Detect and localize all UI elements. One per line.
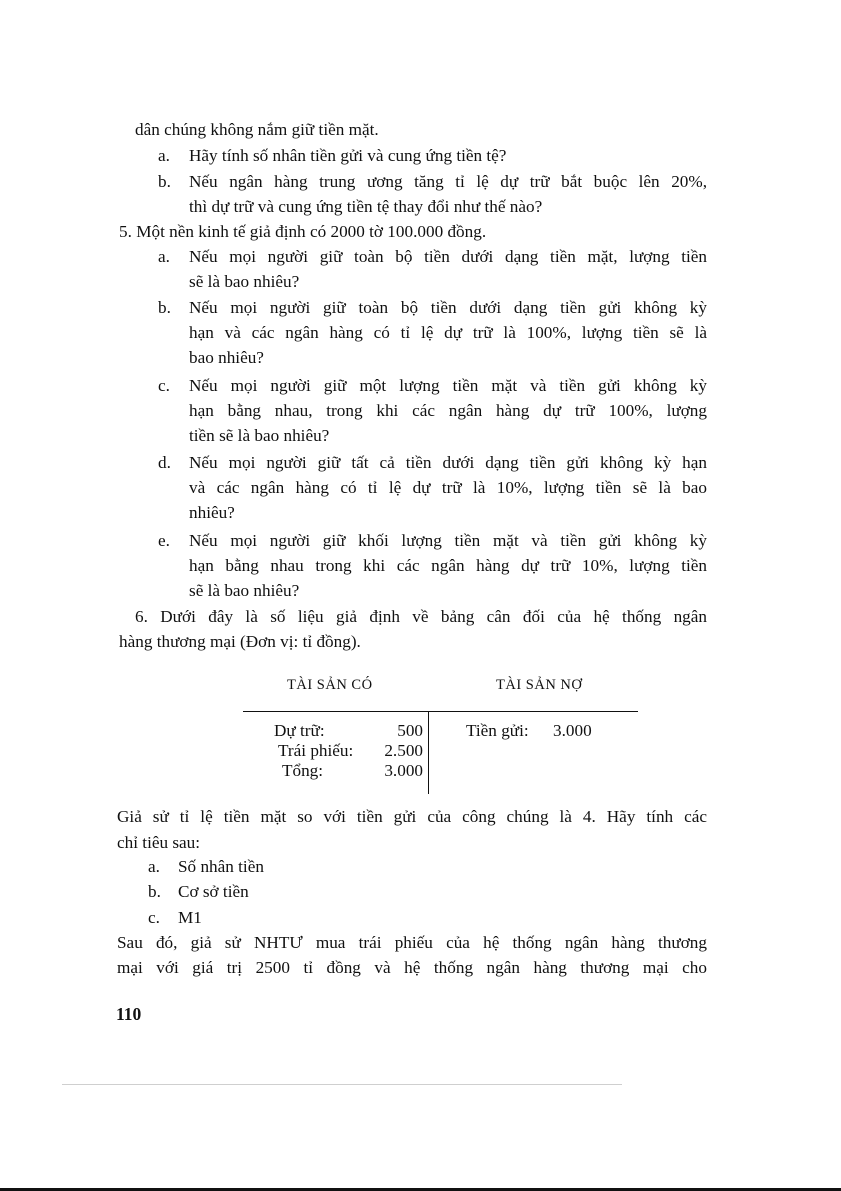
item-label-c: c. [158,376,170,395]
table-top-rule [243,711,638,712]
item-label-b: b. [148,882,161,901]
liability-label: Tiền gửi: [466,721,529,740]
text-line: dân chúng không nắm giữ tiền mặt. [135,120,379,139]
text-line: Hãy tính số nhân tiền gửi và cung ứng tiền tệ? [189,146,507,165]
text-line: Cơ sở tiền [178,882,249,901]
text-line: bao nhiêu? [189,348,264,367]
text-line: Số nhân tiền [178,857,264,876]
question-5-heading: 5. Một nền kinh tế giả định có 2000 tờ 100.000 đồng. [119,222,487,241]
question-6-heading: 6. Dưới đây là số liệu giả định về bảng cân đối của hệ thống ngân [135,607,707,626]
item-label-a: a. [158,247,170,266]
item-label-c: c. [148,908,160,927]
text-line: hàng thương mại (Đơn vị: tỉ đồng). [119,632,361,651]
text-line: sẽ là bao nhiêu? [189,581,300,600]
text-line: Nếu mọi người giữ toàn bộ tiền dưới dạng tiền gửi không kỳ [189,298,707,317]
text-line: M1 [178,908,202,927]
asset-value: 3.000 [384,761,423,780]
footer-divider [62,1084,622,1085]
asset-value: 2.500 [384,741,423,760]
text-line: Nếu ngân hàng trung ương tăng tỉ lệ dự trữ bắt buộc lên 20%, [189,172,707,191]
asset-label: Trái phiếu: [278,741,354,760]
asset-label: Tổng: [282,761,324,780]
table-divider [428,712,429,794]
text-line: mại với giá trị 2500 tỉ đồng và hệ thống ngân hàng thương mại cho [117,958,707,977]
text-line: và các ngân hàng có tỉ lệ dự trữ là 10%, lượng tiền sẽ là bao [189,478,707,497]
text-line: tiền sẽ là bao nhiêu? [189,426,330,445]
text-line: Sau đó, giả sử NHTƯ mua trái phiếu của hệ thống ngân hàng thương [117,933,707,952]
text-line: Giả sử tỉ lệ tiền mặt so với tiền gửi của công chúng là 4. Hãy tính các [117,807,707,826]
text-line: hạn bằng nhau trong khi các ngân hàng dự trữ 10%, lượng tiền [189,556,707,575]
text-line: Nếu mọi người giữ khối lượng tiền mặt và tiền gửi không kỳ [189,531,707,550]
asset-value: 500 [397,721,423,740]
text-line: nhiêu? [189,503,235,522]
item-label-b: b. [158,298,171,317]
item-label-a: a. [148,857,160,876]
text-line: Nếu mọi người giữ toàn bộ tiền dưới dạng tiền mặt, lượng tiền [189,247,707,266]
liabilities-header: TÀI SẢN NỢ [496,677,583,693]
item-label-b: b. [158,172,171,191]
item-label-a: a. [158,146,170,165]
text-line: Nếu mọi người giữ tất cả tiền dưới dạng tiền gửi không kỳ hạn [189,453,707,472]
text-line: Nếu mọi người giữ một lượng tiền mặt và tiền gửi không kỳ [189,376,707,395]
liability-value: 3.000 [553,721,592,740]
asset-label: Dự trữ: [274,721,325,740]
item-label-e: e. [158,531,170,550]
assets-header: TÀI SẢN CÓ [287,677,373,693]
text-line: thì dự trữ và cung ứng tiền tệ thay đổi như thế nào? [189,197,543,216]
page-number: 110 [116,1004,142,1024]
text-line: hạn bằng nhau, trong khi các ngân hàng dự trữ 100%, lượng [189,401,707,420]
item-label-d: d. [158,453,171,472]
text-line: chỉ tiêu sau: [117,833,201,852]
text-line: sẽ là bao nhiêu? [189,272,300,291]
text-line: hạn và các ngân hàng có tỉ lệ dự trữ là 100%, lượng tiền sẽ là [189,323,707,342]
